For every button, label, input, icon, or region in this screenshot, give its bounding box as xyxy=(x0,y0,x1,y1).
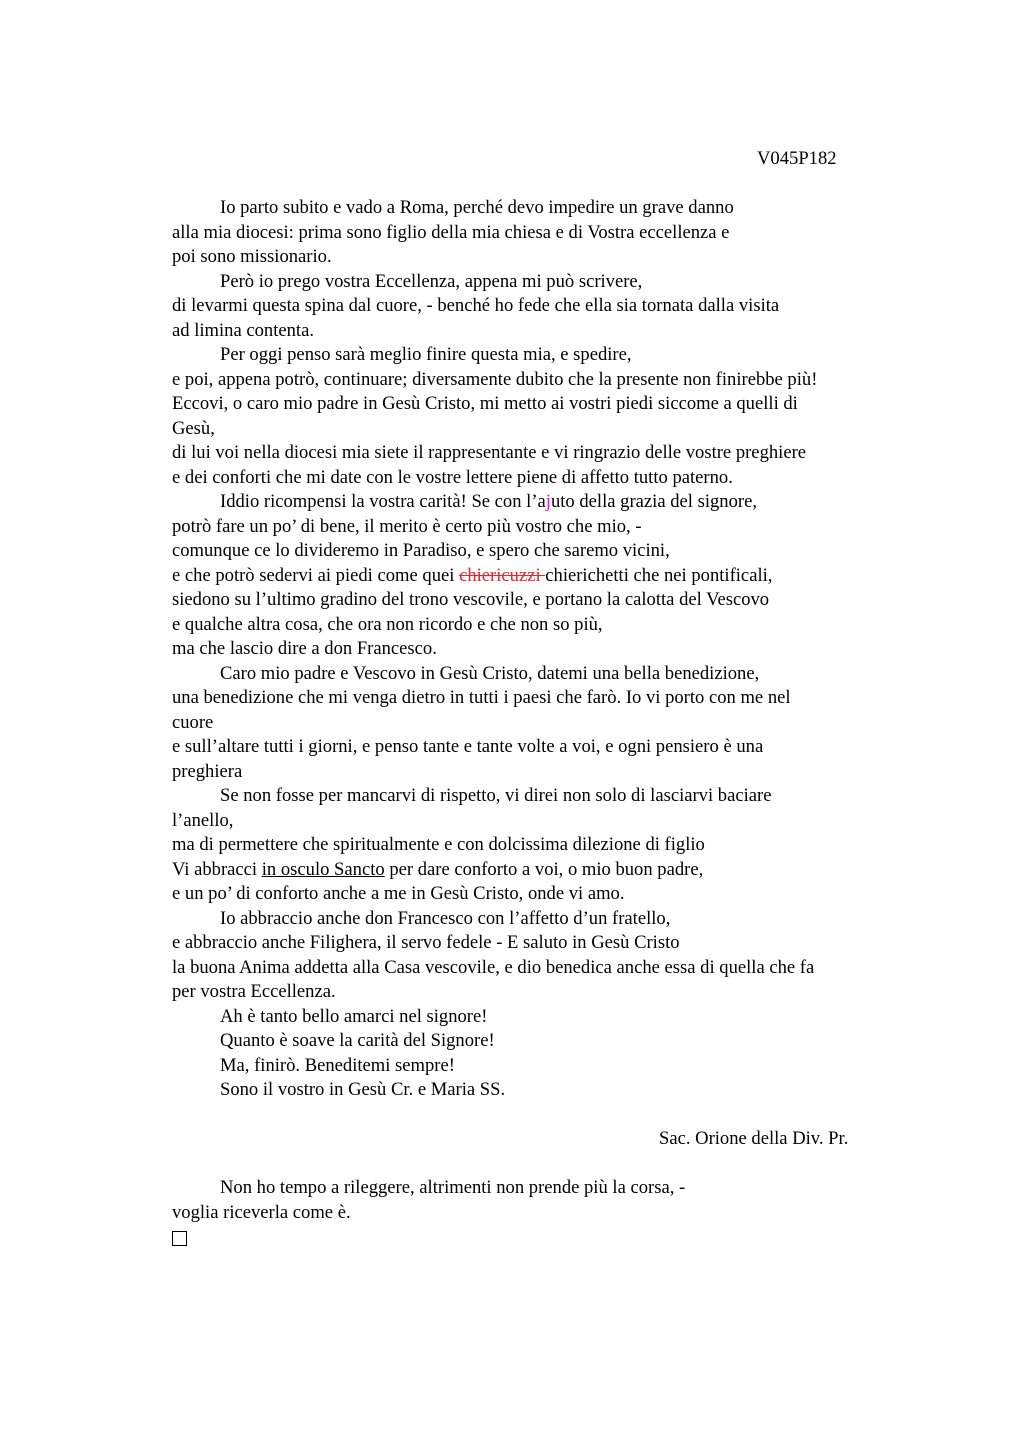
end-mark xyxy=(172,1225,892,1250)
text-line: cuore xyxy=(172,711,214,733)
text-line xyxy=(172,858,892,883)
text-line: e abbraccio anche Filighera, il servo fedele - E saluto in Gesù Cristo xyxy=(172,932,680,953)
text-line: Però io prego vostra Eccellenza, appena mi può scrivere, xyxy=(220,270,643,292)
struck-word: chiericuzzi xyxy=(459,564,546,586)
page-id: V045P182 xyxy=(757,148,837,169)
text-line: siedono su l’ultimo gradino del trono vescovile, e portano la calotta del Vescovo xyxy=(172,589,770,610)
text-line: ma che lascio dire a don Francesco. xyxy=(172,638,437,659)
closing-lines xyxy=(172,1005,892,1103)
signature: Sac. Orione della Div. Pr. xyxy=(659,1128,849,1149)
text-line: voglia riceverla come è. xyxy=(172,1201,351,1223)
spacer xyxy=(172,1152,892,1177)
text-line: e poi, appena potrò, continuare; diversamente dubito che la presente non finirebbe più! xyxy=(172,368,818,390)
text-line: Ah è tanto bello amarci nel signore! xyxy=(220,1005,488,1027)
paragraph-6 xyxy=(172,784,892,907)
text-line: potrò fare un po’ di bene, il merito è certo più vostro che mio, - xyxy=(172,515,642,537)
text-line: per vostra Eccellenza. xyxy=(172,981,336,1002)
text-line: di levarmi questa spina dal cuore, - benché ho fede che ella sia tornata dalla visita xyxy=(172,295,780,316)
text-line: e qualche altra cosa, che ora non ricordo e che non so più, xyxy=(172,613,603,635)
text-line: Non ho tempo a rileggere, altrimenti non prende più la corsa, - xyxy=(220,1177,686,1198)
text-line: la buona Anima addetta alla Casa vescovile, e dio benedica anche essa di quella che fa xyxy=(172,956,815,978)
text-segment: uto della grazia del signore, xyxy=(550,491,757,512)
text-line: Per oggi penso sarà meglio finire questa mia, e spedire, xyxy=(220,344,632,365)
text-line: comunque ce lo divideremo in Paradiso, e spero che saremo vicini, xyxy=(172,540,670,561)
paragraph-5 xyxy=(172,662,892,785)
text-segment: Iddio ricompensi la vostra carità! Se con l’a xyxy=(220,491,546,512)
text-line: ad limina contenta. xyxy=(172,319,314,341)
text-line xyxy=(172,490,892,515)
paragraph-1 xyxy=(172,196,892,270)
letter-body xyxy=(172,196,892,1250)
paragraph-3 xyxy=(172,343,892,490)
text-segment: per dare conforto a voi, o mio buon padre, xyxy=(384,858,704,880)
paragraph-7 xyxy=(172,907,892,1005)
paragraph-2 xyxy=(172,270,892,344)
empty-square-icon xyxy=(172,1231,187,1246)
postscript xyxy=(172,1176,892,1225)
text-line: Sono il vostro in Gesù Cr. e Maria SS. xyxy=(220,1079,506,1100)
text-segment: Vi abbracci xyxy=(172,858,262,880)
text-line: Ma, finirò. Beneditemi sempre! xyxy=(220,1054,455,1076)
text-segment: e che potrò sedervi ai piedi come quei xyxy=(172,564,460,586)
text-line: e sull’altare tutti i giorni, e penso tante e tante volte a voi, e ogni pensiero è una xyxy=(172,736,764,757)
text-line: Quanto è soave la carità del Signore! xyxy=(220,1030,495,1051)
text-line: di lui voi nella diocesi mia siete il rappresentante e vi ringrazio delle vostre preghiere xyxy=(172,442,807,463)
text-line: una benedizione che mi venga dietro in tutti i paesi che farò. Io vi porto con me nel xyxy=(172,687,791,708)
text-line: Io abbraccio anche don Francesco con l’affetto d’un fratello, xyxy=(220,907,671,929)
text-line: e dei conforti che mi date con le vostre lettere piene di affetto tutto paterno. xyxy=(172,466,733,488)
text-line: l’anello, xyxy=(172,809,234,831)
text-segment: chierichetti che nei pontificali, xyxy=(545,564,773,586)
text-line: poi sono missionario. xyxy=(172,246,332,267)
text-line xyxy=(172,564,892,589)
text-line: e un po’ di conforto anche a me in Gesù Cristo, onde vi amo. xyxy=(172,883,625,904)
spacer xyxy=(172,1103,892,1128)
text-line: Se non fosse per mancarvi di rispetto, vi direi non solo di lasciarvi baciare xyxy=(220,785,772,806)
text-line: Eccovi, o caro mio padre in Gesù Cristo, mi metto ai vostri piedi siccome a quelli di xyxy=(172,393,798,414)
paragraph-4 xyxy=(172,490,892,662)
text-line: alla mia diocesi: prima sono figlio della mia chiesa e di Vostra eccellenza e xyxy=(172,221,730,243)
text-line: Caro mio padre e Vescovo in Gesù Cristo, datemi una bella benedizione, xyxy=(220,662,760,684)
text-line: preghiera xyxy=(172,760,243,782)
inserted-letter: j xyxy=(545,491,551,512)
text-line: ma di permettere che spiritualmente e con dolcissima dilezione di figlio xyxy=(172,834,705,855)
text-line: Gesù, xyxy=(172,417,215,439)
latin-phrase: in osculo Sancto xyxy=(261,858,385,880)
text-line: Io parto subito e vado a Roma, perché devo impedire un grave danno xyxy=(220,197,734,218)
